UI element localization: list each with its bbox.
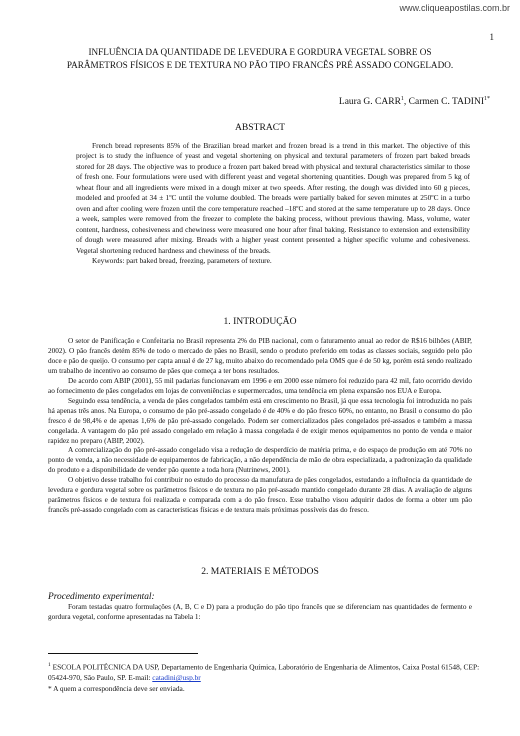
methods-body — [48, 593, 472, 623]
page-number: 1 — [489, 32, 494, 42]
footnotes — [48, 660, 488, 695]
footnote-divider — [48, 653, 198, 654]
introduction-body — [48, 337, 472, 516]
author-separator: , — [403, 97, 409, 108]
section-heading-introduction: 1. INTRODUÇÃO — [223, 316, 297, 327]
abstract-heading: ABSTRACT — [234, 122, 286, 133]
footnote-correspondence: * A quem a correspondência deve ser enviada. — [48, 684, 185, 694]
footnote-text: ESCOLA POLITÉCNICA DA USP, Departamento de Engenharia Química, Laboratório de Engenharia de Alimentos, Caixa Postal 61548, CEP: 05424-970, São Paulo, SP. E-mail: — [48, 662, 480, 683]
email-link[interactable]: catadini@usp.br — [152, 673, 201, 683]
author-line — [339, 96, 490, 107]
affiliation-mark: 1* — [484, 96, 490, 102]
abstract-paragraph: French bread represents 85% of the Brazilian bread market and frozen bread is a trend in this market. The objective of this project is to study the influence of yeast and vegetal shortening on physical and textural parameters of frozen part baked breads stored for 28 days. The objective was to produce a frozen part baked bread with physical and textural characteristics similar to those of fresh one. Four formulations were used with different yeast and vegetal shortening quantities. Dough was prepared from 5 kg of wheat flour and all ingredients were mixed in a dough mixer at two speeds. After resting, the dough was divided into 60 g pieces, modeled and proofed at 34 ± 1ºC until the volume doubled. The breads were partially baked for seven minutes at 250ºC in a turbo oven and after cooling were frozen until the core temperature reached –18ºC and stored at the same temperature up to 28 days. Once a week, samples were removed from the freezer to complete the baking process, without previous thawing. Mass, volume, water content, hardness, cohesiveness and chewiness were measured one hour after final baking. Resistance to extension and extensibility of dough were measured after mixing. Breads with a higher yeast content presented a higher specific volume and cohesiveness. Vegetal shortening reduced hardness and chewiness of the breads. — [76, 141, 470, 255]
section-heading-methods: 2. MATERIAIS E MÉTODOS — [201, 566, 319, 577]
footnote-mark: 1 — [48, 662, 51, 668]
author-name: Laura G. CARR — [338, 97, 401, 108]
paragraph: Seguindo essa tendência, a venda de pães congelados também está em crescimento no Brasil, já que essa tecnologia foi introduzida no país há apenas três anos. Na Europa, o consumo de pão pré-assado congelado é de 40% e do pão fresco 60%, no entanto, no Brasil o consumo do pão fresco é de 98,4% e de apenas 1,6% de pão pré-assado congelado. Podem ser comercializados pães congelados pré-assados e também a massa congelada. A vantagem do pão pré assado congelado em relação à massa congelada é de exigir menos equipamentos no ponto de venda e maior rapidez no preparo (ABIP, 2002). — [48, 396, 472, 445]
paragraph: O objetivo desse trabalho foi contribuir no estudo do processo da manufatura de pães congelados, estudando a influência da quantidade de levedura e gordura vegetal sobre os parâmetros físicos e de textura no pão pré-assado mantido congelado durante 28 dias. A avaliação de alguns parâmetros físicos e de textura foi realizada e comparada com a do pão fresco. Esse trabalho visou adquirir dados de forma a obter um pão francês pré-assado congelado com as características físicas e de textura mais próximas possíveis das do fresco. — [48, 476, 472, 515]
affiliation-mark: 1 — [400, 96, 404, 102]
paragraph: O setor de Panificação e Confeitaria no Brasil representa 2% do PIB nacional, com o faturamento anual ao redor de R$16 bilhões (ABIP, 2002). O pão francês detém 85% de todo o mercado de pães no Brasil, sendo o produto preferido em todas as classes sociais, seguido pelo pão doce e pão de queijo. O consumo per capta anual é de 27 kg, muito abaixo do recomendado pela OMS que é de 50 kg, porém está sendo realizado um trabalho de incentivo ao consumo de pães que começa a ter bons resultados. — [48, 337, 472, 375]
author-name: Carmen C. TADINI — [408, 97, 484, 108]
paragraph: De acordo com ABIP (2001), 55 mil padarias funcionavam em 1996 e em 2000 esse número foi reduzido para 42 mil, fato ocorrido devido ao fornecimento de pães congelados em lojas de conveniências e supermercados, uma tendência em plena expansão nos EUA e Europa. — [48, 376, 472, 395]
keywords: Keywords: part baked bread, freezing, parameters of texture. — [92, 255, 272, 265]
paragraph: A comercialização do pão pré-assado congelado visa a redução de desperdício de matéria prima, e do espaço de produção em até 70% no ponto de venda, a não necessidade de equipamentos de fabricação, a não dependência de mão de obra especializada, a padronização da qualidade do produto e a disponibilidade de vender pão quente a toda hora (Nutrinews, 2001). — [48, 446, 472, 475]
abstract-body — [76, 141, 470, 266]
footnote-affiliation — [48, 660, 488, 684]
subheading-procedure: Procedimento experimental: — [48, 592, 155, 602]
paper-title: INFLUÊNCIA DA QUANTIDADE DE LEVEDURA E GORDURA VEGETAL SOBRE OS PARÂMETROS FÍSICOS E DE TEXTURA NO PÃO TIPO FRANCÊS PRÉ ASSADO CONGELADO. — [66, 47, 454, 70]
watermark-url: www.cliqueapostilas.com.br — [399, 3, 510, 13]
paragraph: Foram testadas quatro formulações (A, B, C e D) para a produção do pão tipo francês que se diferenciam nas quantidades de fermento e gordura vegetal, conforme apresentadas na Tabela 1: — [48, 602, 472, 621]
